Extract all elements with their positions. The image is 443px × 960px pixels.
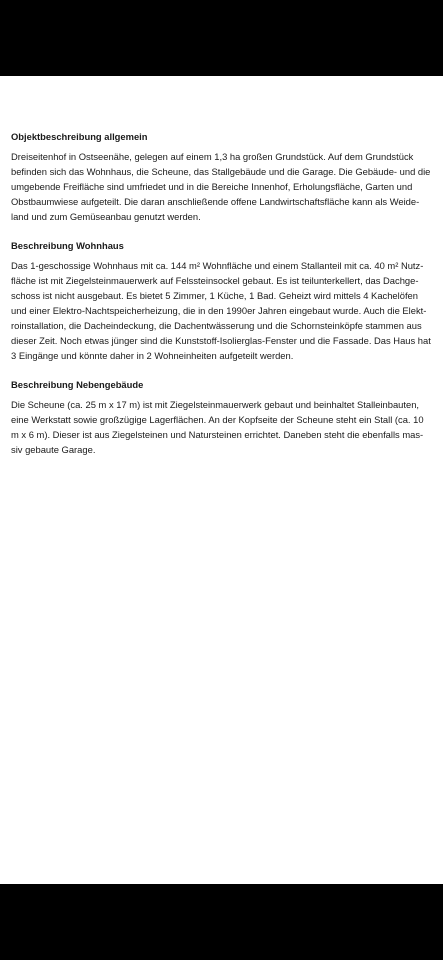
text-line: fläche ist mit Ziegelsteinmauerwerk auf Felssteinsockel gebaut. Es ist teilunterkellert, das Dachge- [11,275,419,286]
text-line: Die Scheune (ca. 25 m x 17 m) ist mit Ziegelsteinmauerwerk gebaut und beinhaltet Stalleinbauten, [11,399,420,410]
top-black-bar [0,0,443,76]
document-page[interactable] [0,76,443,884]
text-line: m x 6 m). Dieser ist aus Ziegelsteinen und Natursteinen errichtet. Daneben steht die ebenfalls mas- [11,429,424,440]
text-line: siv gebaute Garage. [11,444,96,455]
text-line: umgebende Freifläche sind umfriedet und in die Bereiche Innenhof, Erholungsfläche, Garten und [11,181,413,192]
text-line: Das 1-geschossige Wohnhaus mit ca. 144 m² Wohnfläche und einem Stallanteil mit ca. 40 m² Nutz- [11,260,424,271]
bottom-black-bar [0,884,443,960]
text-line: und einer Elektro-Nachtspeicherheizung, die in den 1990er Jahren eingebaut wurde. Auch die Elekt- [11,305,427,316]
section-paragraph [11,258,437,363]
text-line: Dreiseitenhof in Ostseenähe, gelegen auf einem 1,3 ha großen Grundstück. Auf dem Grundstück [11,151,414,162]
document-content [11,129,437,457]
section-heading: Beschreibung Nebengebäude [11,379,144,390]
section-heading: Objektbeschreibung allgemein [11,131,148,142]
section-paragraph [11,149,437,224]
section-heading: Beschreibung Wohnhaus [11,240,124,251]
section-objektbeschreibung [11,129,437,224]
section-wohnhaus [11,238,437,363]
text-line: roinstallation, die Dacheindeckung, die Dachentwässerung und die Schornsteinköpfe stammen aus [11,320,422,331]
text-line: befinden sich das Wohnhaus, die Scheune, das Stallgebäude und die Garage. Die Gebäude- und die [11,166,431,177]
text-line: 3 Eingänge und könnte daher in 2 Wohneinheiten aufgeteilt werden. [11,350,294,361]
text-line: land und zum Gemüseanbau genutzt werden. [11,211,201,222]
section-paragraph [11,397,437,457]
section-nebengebaeude [11,377,437,457]
text-line: schoss ist nicht ausgebaut. Es bietet 5 Zimmer, 1 Küche, 1 Bad. Geheizt wird mittels 4 Kachelöfen [11,290,418,301]
text-line: dieser Zeit. Noch etwas jünger sind die Kunststoff-Isolierglas-Fenster und die Fassade. Das Haus hat [11,335,431,346]
text-line: eine Werkstatt sowie großzügige Lagerflächen. An der Kopfseite der Scheune steht ein Stall (ca. 10 [11,414,424,425]
text-line: Obstbaumwiese aufgeteilt. Die daran anschließende offene Landwirtschaftsfläche kann als Weide- [11,196,420,207]
